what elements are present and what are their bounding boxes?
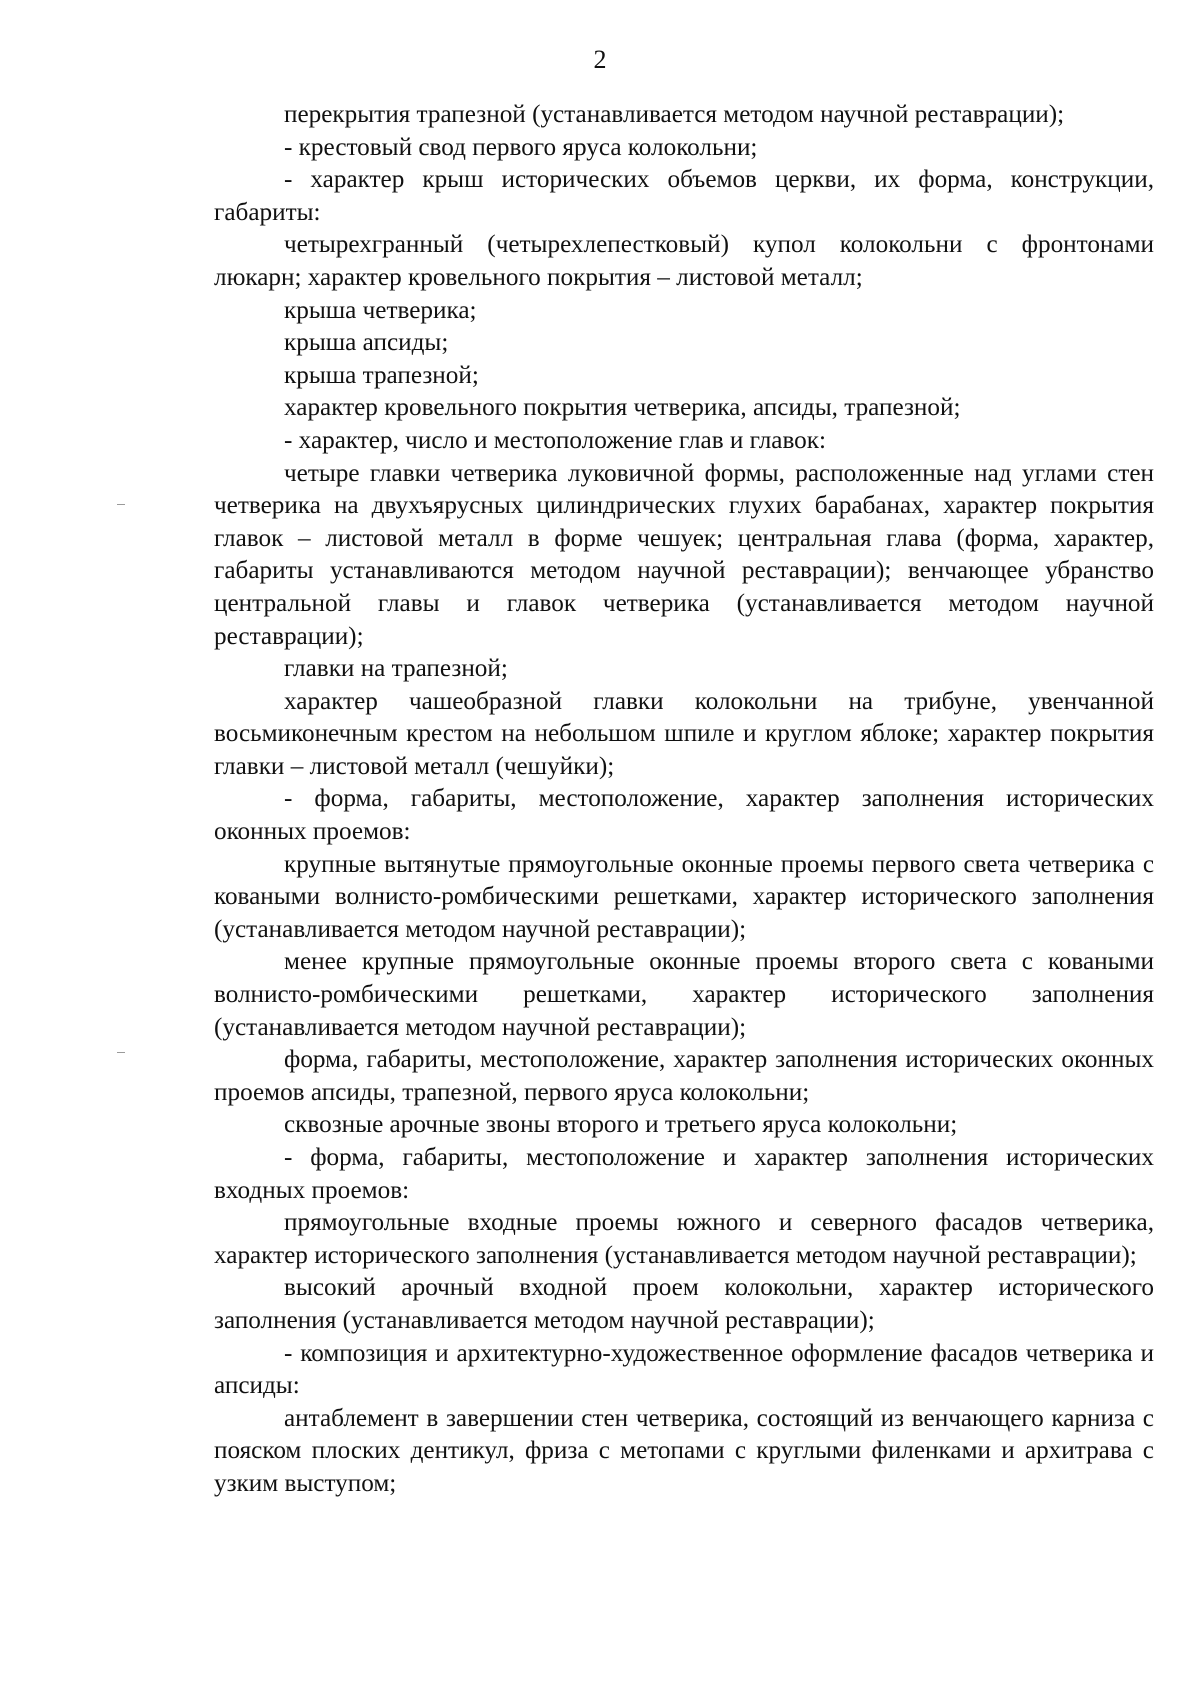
- paragraph: характер чашеобразной главки колокольни на трибуне, увенчанной восьмиконечным крестом на небольшом шпиле и круглом яблоке; характер покрытия главки – листовой металл (чешуйки);: [214, 687, 1154, 780]
- scan-mark: [117, 504, 125, 505]
- paragraph: - характер, число и местоположение глав и главок:: [284, 426, 827, 454]
- paragraph: менее крупные прямоугольные оконные проемы второго света с коваными волнисто-ромбическими решетками, характер исторического заполнения (устанавливается методом научной реставрации);: [214, 948, 1154, 1041]
- paragraph: крупные вытянутые прямоугольные оконные проемы первого света четверика с коваными волнисто-ромбическими решетками, характер исторического заполнения (устанавливается методом научной реставрации);: [214, 850, 1154, 943]
- document-body: [214, 99, 1154, 1501]
- paragraph: сквозные арочные звоны второго и третьего яруса колокольни;: [284, 1111, 958, 1139]
- paragraph: четыре главки четверика луковичной формы, расположенные над углами стен четверика на двухъярусных цилиндрических глухих барабанах, характер покрытия главок – листовой металл в форме чешуек; центральная глава (форма, характер, габариты устанавливаются методом научной реставрации); венчающее убранство центральной главы и главок четверика (устанавливается методом научной реставрации);: [214, 459, 1154, 650]
- paragraph: - характер крыш исторических объемов церкви, их форма, конструкции, габариты:: [214, 166, 1154, 226]
- paragraph: прямоугольные входные проемы южного и северного фасадов четверика, характер исторического заполнения (устанавливается методом научной реставрации);: [214, 1209, 1154, 1269]
- paragraph: четырехгранный (четырехлепестковый) купол колокольни с фронтонами люкарн; характер кровельного покрытия – листовой металл;: [214, 231, 1154, 291]
- paragraph: - форма, габариты, местоположение и характер заполнения исторических входных проемов:: [214, 1144, 1154, 1204]
- paragraph: перекрытия трапезной (устанавливается методом научной реставрации);: [284, 101, 1065, 128]
- paragraph: - форма, габариты, местоположение, характер заполнения исторических оконных проемов:: [214, 785, 1154, 846]
- paragraph: высокий арочный входной проем колокольни, характер исторического заполнения (устанавливается методом научной реставрации);: [214, 1274, 1154, 1334]
- paragraph: характер кровельного покрытия четверика, апсиды, трапезной;: [284, 394, 961, 422]
- scan-mark: [117, 1052, 125, 1053]
- paragraph: крыша четверика;: [284, 296, 477, 324]
- page-number: 2: [593, 45, 607, 74]
- paragraph: - композиция и архитектурно-художественное оформление фасадов четверика и апсиды:: [214, 1339, 1154, 1400]
- paragraph: главки на трапезной;: [284, 655, 508, 683]
- paragraph: - крестовый свод первого яруса колокольни;: [284, 133, 758, 161]
- paragraph: антаблемент в завершении стен четверика, состоящий из венчающего карниза с пояском плоских дентикул, фриза с метопами с круглыми филенками и архитрава с узким выступом;: [214, 1404, 1154, 1497]
- paragraph: крыша трапезной;: [284, 361, 479, 389]
- paragraph: форма, габариты, местоположение, характер заполнения исторических оконных проемов апсиды, трапезной, первого яруса колокольни;: [214, 1046, 1154, 1106]
- paragraph: крыша апсиды;: [284, 329, 449, 357]
